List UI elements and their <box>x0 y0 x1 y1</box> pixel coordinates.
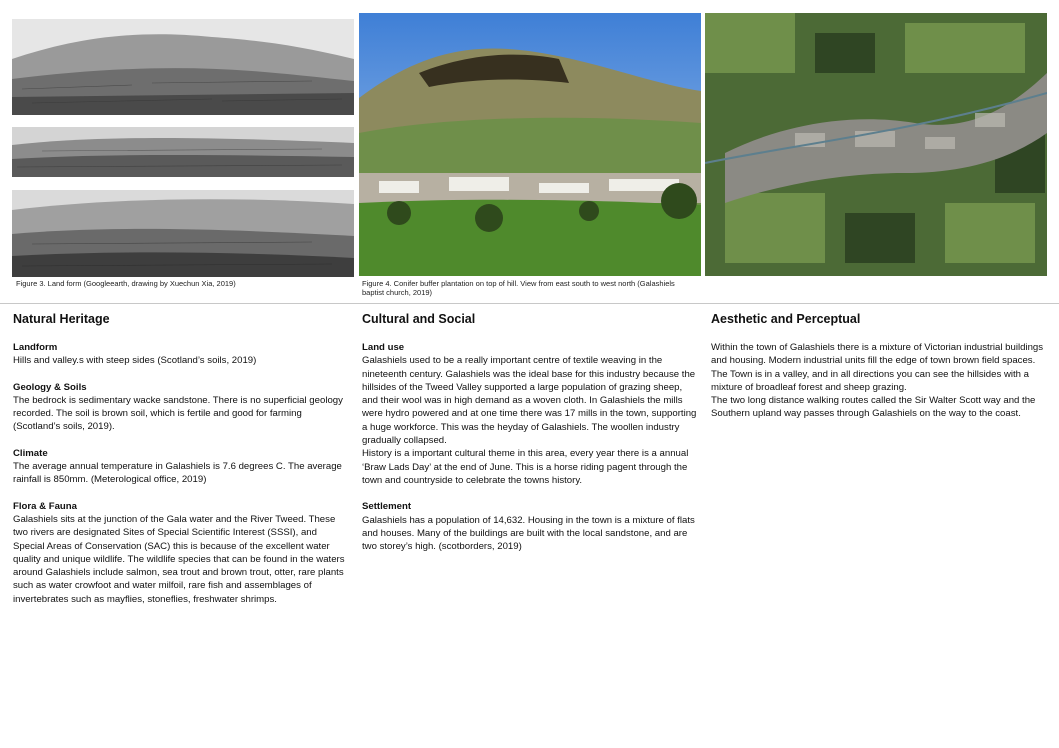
aerial-satellite-image <box>705 13 1047 276</box>
section-heading: Settlement <box>362 501 412 513</box>
section-text: Galashiels used to be a really important centre of textile weaving in the nineteenth century. Galashiels was the ideal base for this industry because the hillsides of the Tweed Valley supported a large population of grazing sheep, and their wool was in high demand as a woven cloth. In Galashiels the mills were hydro powered and at one time there was 17 mills in the town, supporting a huge workforce. This was the heyday of Galashiels. The woollen industry gradually collapsed. <box>362 355 697 447</box>
section-text: Galashiels sits at the junction of the Gala water and the River Tweed. These two rivers are designated Sites of Special Scientific Interest (SSSI), and Special Areas of Conservation (SAC) this is because of the excellent water quality and unique wildlife. The wildlife species that can be found in the waters around Galashiels include salmon, sea trout and brown trout, otter, rare plants such as water crowfoot and water milfoil, rare fish and assemblages of invertebrates such as mayflies, stoneflies, freshwater shrimps. <box>13 513 345 605</box>
section-text-history: History is a important cultural theme in this area, every year there is a annual ‘Braw Lads Day’ at the end of June. This is a horse riding pagent through the town and countryside to celebrate the towns history. <box>362 448 689 486</box>
section-heading: Geology & Soils <box>13 381 87 393</box>
land-use-section <box>362 341 700 487</box>
aesthetic-perceptual-column <box>711 311 1044 434</box>
section-heading: Flora & Fauna <box>13 500 77 512</box>
flora-fauna-section <box>13 500 349 606</box>
aesthetic-section <box>711 341 1044 421</box>
landform-drawing-bottom <box>12 190 354 277</box>
section-heading: Landform <box>13 342 58 353</box>
cultural-social-column <box>362 311 700 566</box>
aesthetic-perceptual-title: Aesthetic and Perceptual <box>711 312 861 326</box>
section-text: Galashiels has a population of 14,632. Housing in the town is a mixture of flats and houses. Many of the buildings are built with the local sandstone, and are two storey’s high. (scotborders, 2019) <box>362 514 695 553</box>
figure-4-caption: Figure 4. Conifer buffer plantation on top of hill. View from east south to west north (Galashiels baptist church, 2019) <box>362 279 675 297</box>
settlement-section <box>362 500 700 553</box>
section-heading: Climate <box>13 447 48 459</box>
section-heading: Land use <box>362 342 405 353</box>
section-divider <box>0 303 1059 304</box>
natural-heritage-title: Natural Heritage <box>13 312 110 326</box>
section-text: The bedrock is sedimentary wacke sandstone. There is no superficial geology recorded. The soil is brown soil, which is fertile and good for farming (Scotland’s soils, 2019). <box>13 394 343 433</box>
landform-drawing-middle <box>12 127 354 177</box>
natural-heritage-column <box>13 311 349 619</box>
hillside-photo <box>359 13 701 276</box>
climate-section <box>13 447 349 487</box>
cultural-social-title: Cultural and Social <box>362 312 476 326</box>
section-text: Hills and valley.s with steep sides (Scotland’s soils, 2019) <box>13 355 257 367</box>
landform-section <box>13 341 349 368</box>
section-text: Within the town of Galashiels there is a mixture of Victorian industrial buildings and housing. Modern industrial units fill the edge of town brown field spaces. The Town is in a valley, and in all directions you can see the hillsides with a mixture of broadleaf forest and sheep grazing. <box>711 342 1044 393</box>
geology-soils-section <box>13 381 349 434</box>
section-text: The average annual temperature in Galashiels is 7.6 degrees C. The average rainfall is 850mm. (Meterological office, 2019) <box>13 461 342 486</box>
figure-3-caption: Figure 3. Land form (Googleearth, drawing by Xuechun Xia, 2019) <box>16 279 236 288</box>
landform-drawing-top <box>12 19 354 115</box>
section-text-routes: The two long distance walking routes called the Sir Walter Scott way and the Southern upland way passes through Galashiels on the way to the coast. <box>711 395 1036 420</box>
